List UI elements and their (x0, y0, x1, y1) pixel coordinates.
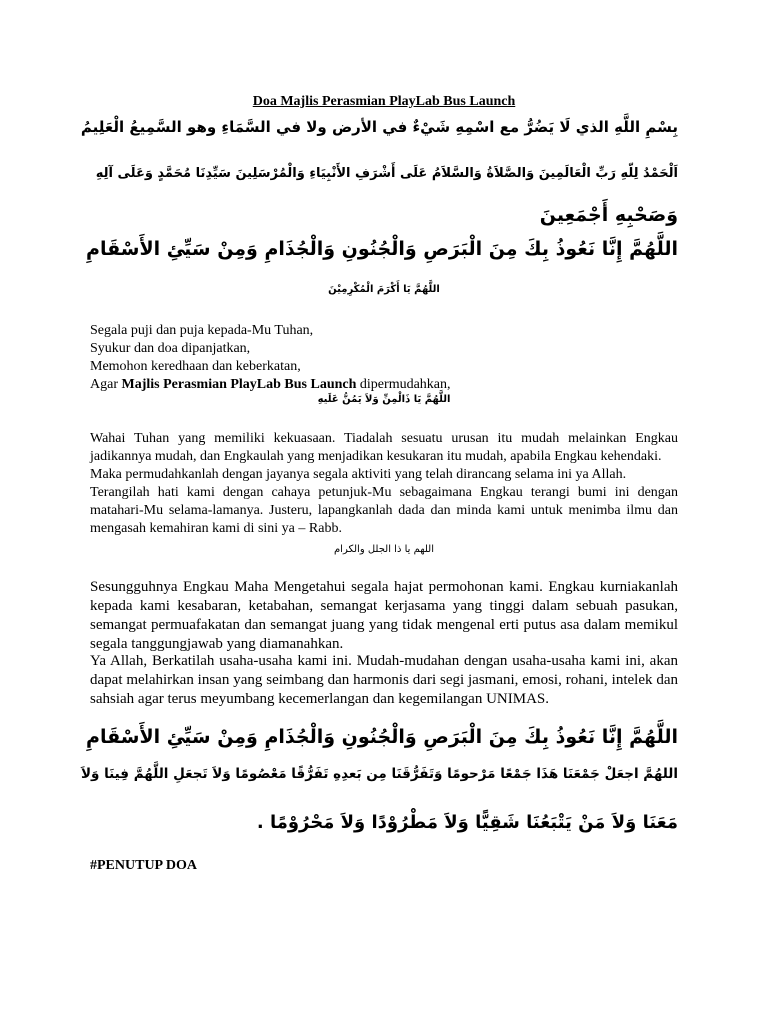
arabic-ijal-line-2: مَعَنَا وَلاَ مَنْ يَتْبَعُنَا شَقِيًّا وَلاَ مَطْرُوْدًا وَلاَ مَحْرُوْمًا . (256, 812, 678, 833)
paragraph-maka-permudahkanlah: Maka permudahkanlah dengan jayanya segala aktiviti yang telah dirancang selama ini ya Allah. (90, 467, 627, 482)
arabic-ya-dzalmanni: اللَّهُمَّ يَا ذَالْمِنِّ وَلاَ يَمُنُّ عَلَيهِ (317, 394, 451, 405)
arabic-ya-akramal: اللَّهُمَّ يَا أَكْرَمَ الْمُكْرِمِيْنَ (328, 284, 440, 295)
paragraph-terangilah: Terangilah hati kami dengan cahaya petunjuk-Mu sebagaimana Engkau terangi bumi ini dengan matahari-Mu selama-lamanya. Justeru, lapangkanlah dada dan minda kami untuk menimba ilmu dan mengasah kemahiran kami di sini ya – Rabb. (90, 485, 678, 536)
arabic-hamdalah-line-2: وَصَحْبِهِ أَجْمَعِينَ (539, 204, 678, 226)
document-title: Doa Majlis Perasmian PlayLab Bus Launch (252, 94, 516, 109)
stanza-line: Segala puji dan puja kepada-Mu Tuhan, (90, 323, 314, 338)
malay-stanza (90, 322, 678, 394)
stanza-line-agar (90, 376, 678, 394)
agar-prefix: Agar (90, 377, 122, 392)
arabic-hamdalah-line-1: اَلْحَمْدُ لِلّهِ رَبِّ الْعَالَمِينَ وَالصَّلاَةُ وَالسَّلاَمُ عَلَى أَشْرَفِ الأَنْبِيَاءِ وَالْمُرْسَلِينَ سَيِّدِنَا مُحَمَّدٍ وَعَلَى آلِهِ (95, 166, 678, 181)
paragraph-wahai-tuhan: Wahai Tuhan yang memiliki kekuasaan. Tiadalah sesuatu urusan itu mudah melainkan Engkau jadikannya mudah, dan Engkaulah yang menjadikan kesukaran itu mudah, apabila Engkau kehendaki. (90, 431, 678, 464)
arabic-dzal-jalal: اللهم يا ذا الجلل والكرام (333, 544, 434, 555)
agar-suffix: dipermudahkan, (356, 377, 451, 392)
arabic-basmala: بِسْمِ اللَّهِ الذي لَا يَضُرُّ مع اسْمِهِ شَيْءٌ في الأرض ولا في السَّمَاءِ وهو السَّمِيعُ الْعَلِيمُ (80, 118, 678, 136)
paragraph-ya-allah: Ya Allah, Berkatilah usaha-usaha kami ini. Mudah-mudahan dengan usaha-usaha kami ini, akan dapat melahirkan insan yang seimbang dan harmonis dari segi jasmani, emosi, rohani, intelek dan sahsiah agar terus meyumbang kecemerlangan dan kegemilangan UNIMAS. (90, 653, 678, 707)
closing-heading: #PENUTUP DOA (90, 858, 197, 873)
arabic-refuge-prayer: اللَّهُمَّ إِنَّا نَعُوذُ بِكَ مِنَ الْبَرَصِ وَالْجُنُونِ وَالْجُذَامِ وَمِنْ سَيِّئِ الأَسْقَامِ (86, 238, 678, 260)
event-name: Majlis Perasmian PlayLab Bus Launch (121, 377, 357, 392)
stanza-line: Syukur dan doa dipanjatkan, (90, 341, 251, 356)
stanza-line: Memohon keredhaan dan keberkatan, (90, 359, 301, 374)
arabic-refuge-prayer-repeat: اللَّهُمَّ إِنَّا نَعُوذُ بِكَ مِنَ الْبَرَصِ وَالْجُنُونِ وَالْجُذَامِ وَمِنْ سَيِّئِ الأَسْقَامِ (86, 726, 678, 748)
arabic-ijal-line-1: اللهُمَّ اجعَلْ جَمْعَنَا هَذَا جَمْعًا مَرْحومًا وَتَفَرُّقَنَا مِن بَعدِهِ تَفَرُّقًا مَعْصُومًا وَلاَ تَجعَلِ اللَّهُمَّ فِينَا وَلاَ (80, 766, 678, 782)
paragraph-sesungguhnya: Sesungguhnya Engkau Maha Mengetahui segala hajat permohonan kami. Engkau kurniakanlah kepada kami kesabaran, ketabahan, semangat kerjasama yang tinggi dalam sebuah pasukan, semangat permuafakatan dan semangat juang yang tidak mengenal erti putus asa dalam memikul segala tanggungjawab yang diamanahkan. (90, 579, 678, 652)
